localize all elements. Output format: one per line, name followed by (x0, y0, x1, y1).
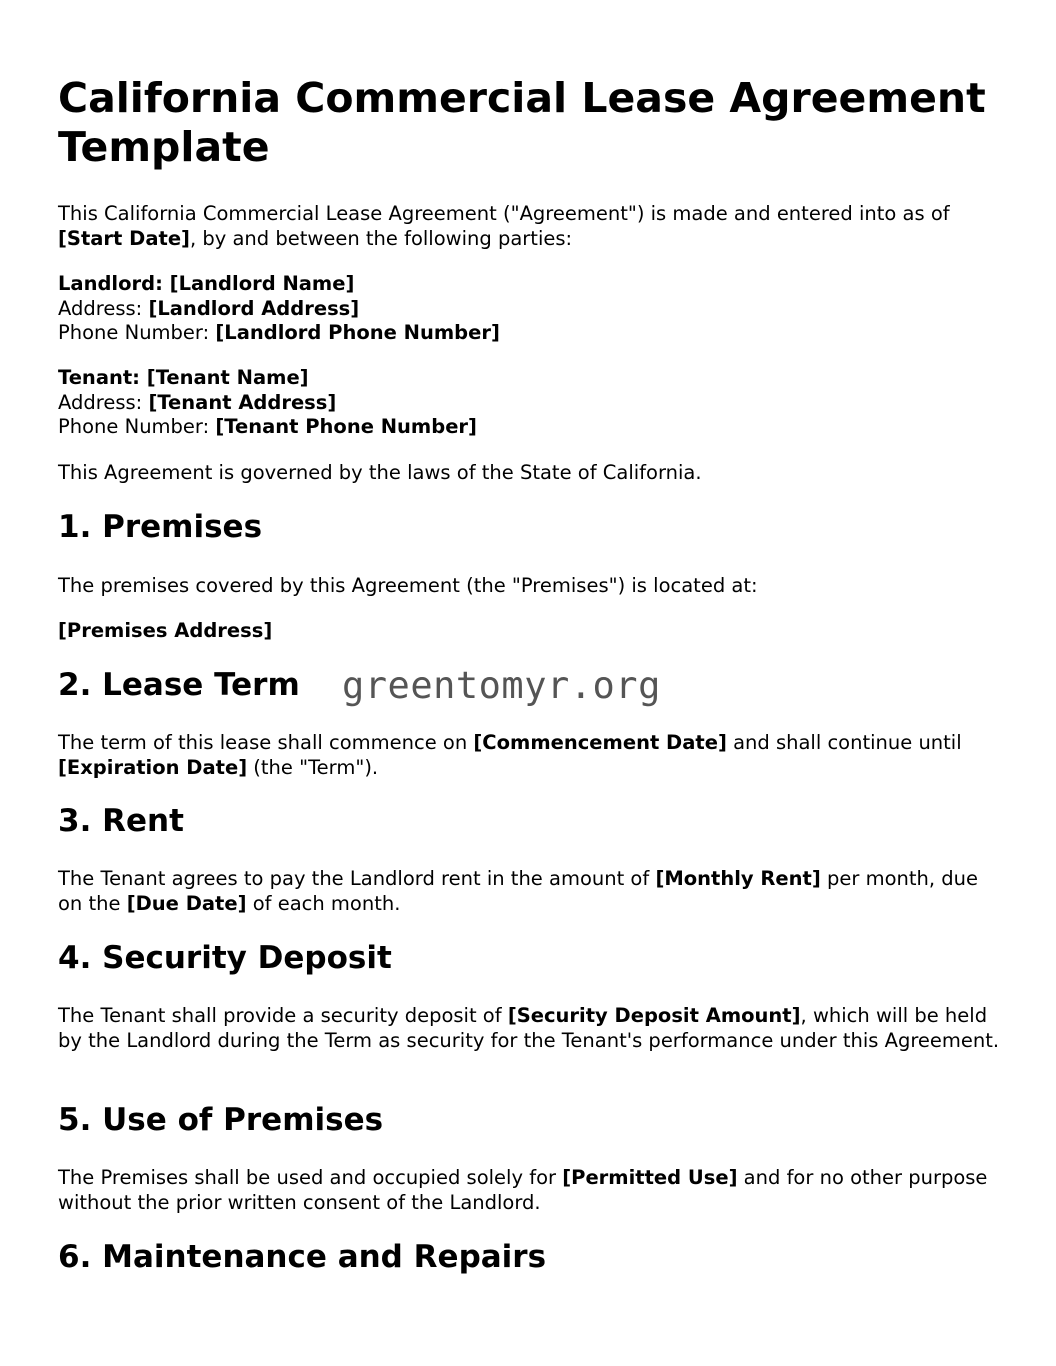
lease-term-text: The term of this lease shall commence on (58, 731, 474, 754)
start-date-field: [Start Date] (58, 226, 190, 250)
due-date-field: [Due Date] (126, 891, 247, 915)
deposit-text-2: , which will be held by the Landlord during the Term as security for the Tenant's performance under this Agreement. (58, 1004, 1000, 1052)
landlord-address-label: Address: (58, 296, 149, 320)
monthly-rent-field: [Monthly Rent] (655, 867, 821, 890)
landlord-name-field: [Landlord Name] (169, 272, 355, 295)
landlord-phone-field: [Landlord Phone Number] (215, 321, 500, 344)
tenant-phone-field: [Tenant Phone Number] (215, 415, 477, 438)
landlord-block (58, 272, 1008, 346)
premises-address-field (58, 619, 1008, 644)
tenant-address-field: [Tenant Address] (148, 390, 337, 414)
rent-paragraph (58, 867, 1008, 916)
premises-address-value: [Premises Address] (58, 619, 273, 642)
intro-text-end: , by and between the following parties: (189, 226, 573, 250)
section-heading-use-of-premises: 5. Use of Premises (58, 1102, 384, 1138)
use-text: The Premises shall be used and occupied solely for (58, 1166, 563, 1189)
deposit-text: The Tenant shall provide a security deposit of (58, 1004, 508, 1027)
tenant-block (58, 366, 1008, 440)
premises-text: The premises covered by this Agreement (the "Premises") is located at: (58, 574, 758, 597)
commencement-date-field: [Commencement Date] (473, 731, 727, 754)
section-heading-maintenance: 6. Maintenance and Repairs (58, 1239, 547, 1275)
landlord-label: Landlord: (58, 272, 170, 295)
section-heading-security-deposit: 4. Security Deposit (58, 940, 392, 976)
lease-term-text-3: (the "Term"). (247, 755, 379, 779)
rent-text: The Tenant agrees to pay the Landlord rent in the amount of (58, 867, 656, 890)
use-text-2: and for no other purpose without the prior written consent of the Landlord. (58, 1166, 988, 1214)
permitted-use-field: [Permitted Use] (562, 1166, 738, 1189)
tenant-phone-label: Phone Number: (58, 415, 216, 438)
governing-law-text: This Agreement is governed by the laws of the State of California. (58, 461, 702, 484)
use-paragraph (58, 1166, 1008, 1215)
landlord-phone-label: Phone Number: (58, 321, 216, 344)
tenant-name-field: [Tenant Name] (146, 366, 309, 389)
section-heading-lease-term: 2. Lease Term (58, 667, 300, 703)
lease-term-paragraph (58, 731, 1008, 780)
page-title: California Commercial Lease Agreement Template (58, 74, 986, 171)
landlord-address-field: [Landlord Address] (148, 296, 360, 320)
tenant-label: Tenant: (58, 366, 147, 389)
expiration-date-field: [Expiration Date] (58, 755, 248, 779)
intro-text: This California Commercial Lease Agreement ("Agreement") is made and entered into as of (58, 202, 950, 225)
watermark: greentomyr.org (342, 664, 661, 707)
rent-text-3: of each month. (246, 891, 401, 915)
rent-text-2: per month, due on the (58, 867, 978, 915)
tenant-address-label: Address: (58, 390, 149, 414)
section-heading-rent: 3. Rent (58, 803, 184, 839)
deposit-paragraph (58, 1004, 1008, 1053)
section-heading-premises: 1. Premises (58, 509, 263, 545)
intro-paragraph (58, 202, 1008, 251)
lease-term-text-2: and shall continue until (726, 731, 962, 754)
security-deposit-amount-field: [Security Deposit Amount] (507, 1004, 801, 1027)
